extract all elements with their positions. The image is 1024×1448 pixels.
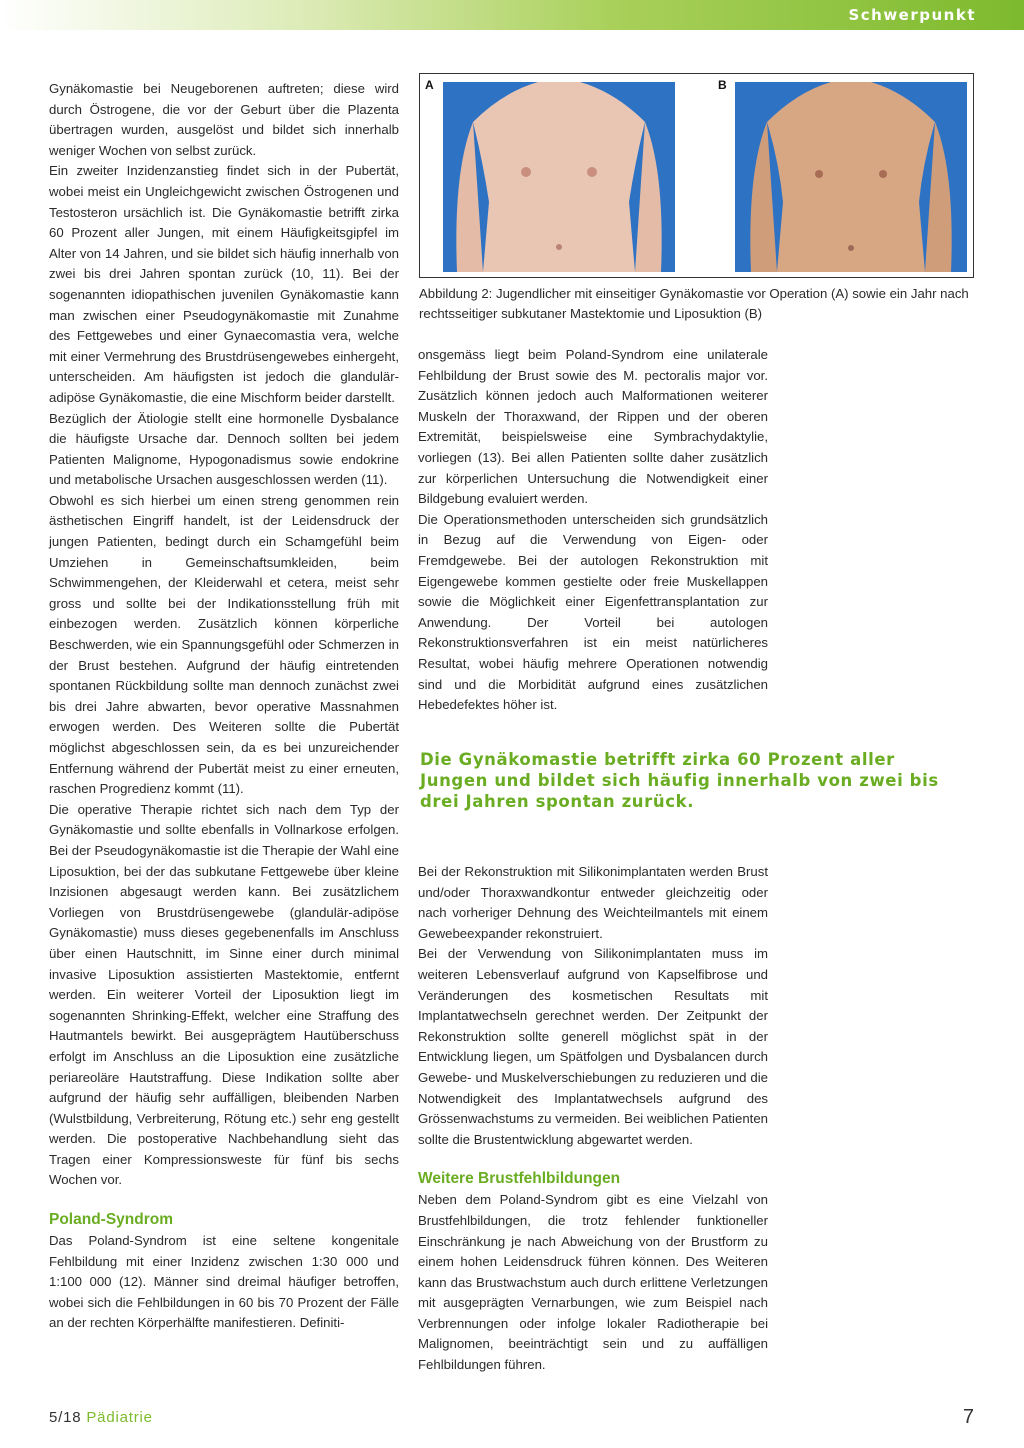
journal-name: Pädiatrie — [86, 1409, 153, 1426]
section-heading-weitere: Weitere Brustfehlbildungen — [418, 1170, 621, 1188]
paragraph: Bezüglich der Ätiologie stellt eine hormonelle Dysbalance die häufigste Ursache dar. Dennoch sollten bei jedem Patienten Malignome, Hypogonadismus sowie endokrine und metabolische Ursachen ausgeschlossen werden (11). — [49, 410, 399, 488]
figure-label-b: B — [718, 78, 727, 92]
paragraph: Gynäkomastie bei Neugeborenen auftreten; diese wird durch Östrogene, die vor der Geburt über die Plazenta übertragen wurden, ausgelöst und bildet sich innerhalb weniger Wochen von selbst zurück. — [49, 81, 399, 158]
paragraph: Die Operationsmethoden unterscheiden sich grundsätzlich in Bezug auf die Verwendung von Eigen- oder Fremdgewebe. Bei der autologen Rekonstruktion mit Eigengewebe kommen gestielte oder freie Muskellappen sowie die Möglichkeit einer Eigenfettransplantation zur Anwendung. Der Vorteil bei autologen Rekonstruktionsverfahren ist ein meist natürlicheres Resultat, wobei häufig mehrere Operationen notwendig sind und die Morbidität aufgrund eines zusätzlichen Hebedefektes höher ist. — [418, 511, 768, 713]
figure-caption: Abbildung 2: Jugendlicher mit einseitiger Gynäkomastie vor Operation (A) sowie ein Jahr nach rechtsseitiger subkutaner Mastektomie und Liposuktion (B) — [419, 286, 969, 321]
paragraph: Obwohl es sich hierbei um einen streng genommen rein ästhetischen Eingriff handelt, ist der Leidensdruck der jungen Patienten, bedingt durch ein Schamgefühl beim Umziehen in Gemeinschaftsumkleiden, beim Schwimmengehen, der Kleiderwahl et cetera, meist sehr gross und sollte bei der Indikationsstellung früh mit einbezogen werden. Zusätzlich können körperliche Beschwerden, wie ein Spannungsgefühl oder Schmerzen in der Brust bestehen. Aufgrund der häufig eintretenden spontanen Rückbildung sollte man dennoch zunächst zwei bis drei Jahre abwarten, bevor operative Massnahmen erwogen werden. Des Weiteren sollte die Pubertät möglichst abgeschlossen sein, da es bei unzureichender Entfernung während der Pubertät meist zu einer erneuten, raschen Progredienz kommt (11). — [49, 492, 399, 797]
torso-illustration-a — [443, 82, 675, 272]
header-bar — [0, 0, 1024, 30]
figure-label-a: A — [425, 78, 434, 92]
photo-before — [443, 82, 675, 272]
section-heading-poland: Poland-Syndrom — [49, 1211, 174, 1229]
paragraph: Ein zweiter Inzidenzanstieg findet sich in der Pubertät, wobei meist ein Ungleichgewicht zwischen Östrogenen und Testosteron ursächlich ist. Die Gynäkomastie betrifft zirka 60 Prozent aller Jungen, mit einem Häufigkeitsgipfel im Alter von 14 Jahren, und sie bildet sich häufig innerhalb von zwei bis drei Jahren spontan zurück (10, 11). Bei der sogenannten idiopathischen juvenilen Gynäkomastie kann man zwischen einer Pseudogynäkomastie mit Zunahme des Fettgewebes und einer Gynaecomastia vera, welche mit einer Vermehrung des Brustdrüsengewebes einhergeht, unterscheiden. Am häufigsten ist jedoch die glandulär-adipöse Gynäkomastie, die eine Mischform beider darstellt. — [49, 163, 399, 405]
figure-photos — [419, 73, 974, 278]
left-column — [49, 79, 399, 1334]
photo-after — [735, 82, 967, 272]
right-column-bottom — [418, 862, 768, 1376]
page-number: 7 — [962, 1406, 974, 1428]
issue-number: 5/18 — [49, 1409, 82, 1426]
torso-illustration-b — [735, 82, 967, 272]
paragraph: onsgemäss liegt beim Poland-Syndrom eine unilaterale Fehlbildung der Brust sowie des M. pectoralis major vor. Zusätzlich können jedoch auch Malformationen weiterer Muskeln der Thoraxwand, der Rippen und der oberen Extremität, beispielsweise eine Symbrachydaktylie, vorliegen (13). Bei allen Patienten sollte daher zusätzlich zur körperlichen Untersuchung die Notwendigkeit einer Bildgebung evaluiert werden. — [418, 347, 768, 507]
footer-issue — [49, 1409, 153, 1426]
paragraph: Neben dem Poland-Syndrom gibt es eine Vielzahl von Brustfehlbildungen, die trotz fehlender funktioneller Einschränkung je nach Abweichung von der Brustform zu einem hohen Leidensdruck führen können. Des Weiteren kann das Brustwachstum auch durch erlittene Verletzungen mit ausgeprägten Vernarbungen, wie zum Beispiel nach Verbrennungen oder infolge lokaler Radiotherapie bei Malignomen, beeinträchtigt sein und zu auffälligen Fehlbildungen führen. — [418, 1192, 768, 1373]
section-label: Schwerpunkt — [848, 6, 976, 24]
right-column-top — [418, 345, 768, 716]
paragraph: Die operative Therapie richtet sich nach dem Typ der Gynäkomastie und sollte ebenfalls in Vollnarkose erfolgen. Bei der Pseudogynäkomastie ist die Therapie der Wahl eine Liposuktion, bei der das subkutane Fettgewebe über kleine Inzisionen abgesaugt werden kann. Bei zusätzlichem Vorliegen von Brustdrüsengewebe (glandulär-adipöse Gynäkomastie) muss dieses gegebenenfalls im Anschluss über einen Hautschnitt, im Sinne einer durch minimal invasive Liposuktion assistierten Mastektomie, entfernt werden. Ein weiterer Vorteil der Liposuktion liegt im sogenannten Shrinking-Effekt, welcher eine Straffung des Hautmantels bewirkt. Bei ausgeprägtem Hautüberschuss erfolgt im Anschluss an die Liposuktion eine zusätzliche periareoläre Hautstraffung. Diese Indikation sollte aber aufgrund der häufig sehr auffälligen, bleibenden Narben (Wulstbildung, Verbreiterung, Rötung etc.) sehr eng gestellt werden. Die postoperative Nachbehandlung sieht das Tragen einer Kompressionsweste für fünf bis sechs Wochen vor. — [49, 801, 399, 1188]
pull-quote: Die Gynäkomastie betrifft zirka 60 Prozent aller Jungen und bildet sich häufig innerhalb von zwei bis drei Jahren spontan zurück. — [420, 750, 939, 811]
paragraph: Das Poland-Syndrom ist eine seltene kongenitale Fehlbildung mit einer Inzidenz zwischen 1:30 000 und 1:100 000 (12). Männer sind dreimal häufiger betroffen, wobei sich die Fehlbildungen in 60 bis 70 Prozent der Fälle an der rechten Körperhälfte manifestieren. Definiti- — [49, 1233, 399, 1331]
paragraph: Bei der Verwendung von Silikonimplantaten muss im weiteren Lebensverlauf aufgrund von Kapselfibrose und Veränderungen des kosmetischen Resultats mit Implantatwechseln gerechnet werden. Der Zeitpunkt der Rekonstruktion sollte generell möglichst spät in der Entwicklung liegen, um Spätfolgen und Dysbalancen durch Gewebe- und Muskelverschiebungen zu reduzieren und die Notwendigkeit des Implantatwechsels aufgrund des Grössenwachstums zu vermeiden. Bei weiblichen Patienten sollte die Brustentwicklung abgewartet werden. — [418, 946, 768, 1147]
paragraph: Bei der Rekonstruktion mit Silikonimplantaten werden Brust und/oder Thoraxwandkontur entweder gleichzeitig oder nach vorheriger Dehnung des Weichteilmantels mit einem Gewebeexpander rekonstruiert. — [418, 864, 768, 941]
